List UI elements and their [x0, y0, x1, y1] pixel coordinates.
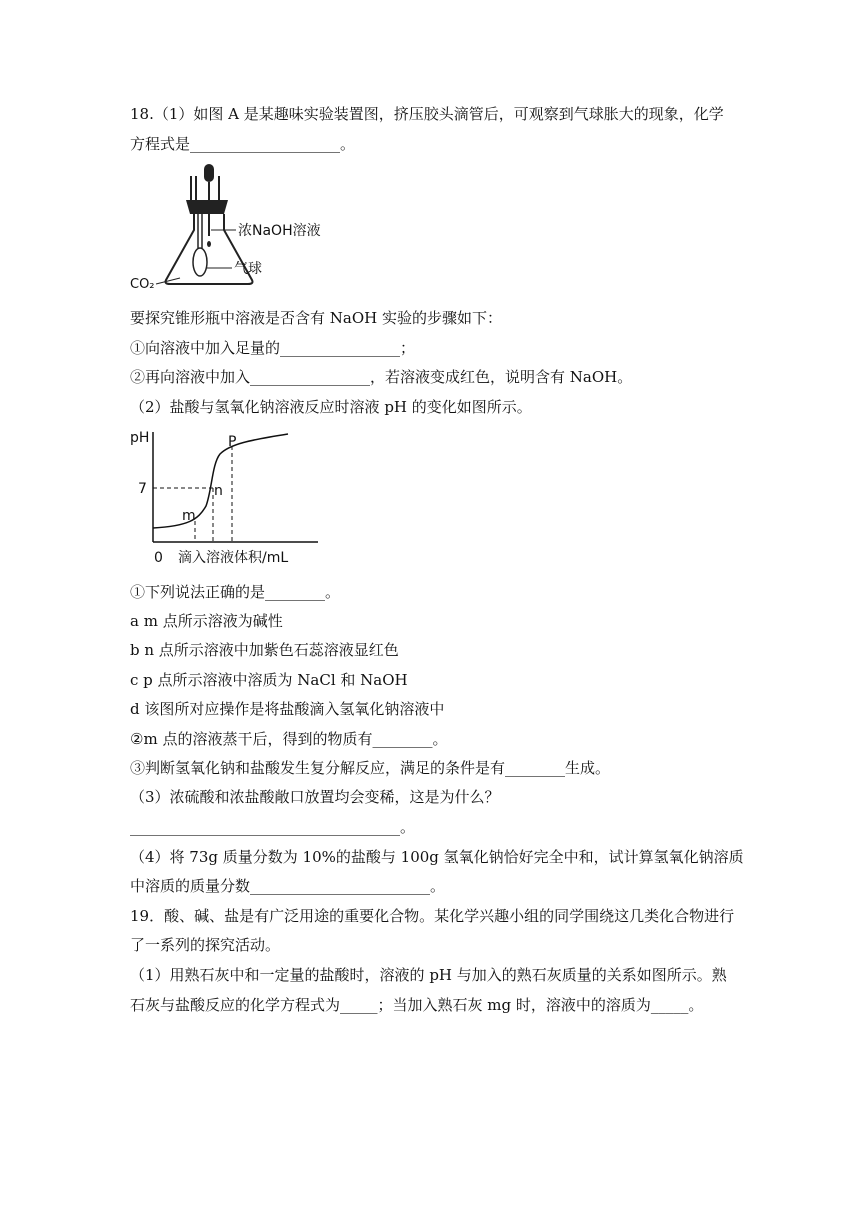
- option-a: a m 点所示溶液为碱性: [130, 612, 283, 630]
- q18-line-11: ____________________________________。: [130, 818, 416, 836]
- q19-line-2: 了一系列的探究活动。: [130, 936, 281, 954]
- q18-line-10: （3）浓硫酸和浓盐酸敞口放置均会变稀，这是为什么？: [130, 788, 500, 806]
- label-point-p: P: [228, 434, 237, 450]
- q18-line-9: ③判断氢氧化钠和盐酸发生复分解反应，满足的条件是有________生成。: [130, 759, 611, 777]
- dropper-bulb: [204, 164, 214, 182]
- label-point-n: n: [214, 483, 223, 499]
- x-axis-label: 滴入溶液体积/mL: [178, 550, 289, 566]
- q18-line-4: ①向溶液中加入足量的________________；: [130, 339, 416, 357]
- label-co2: CO₂: [130, 277, 155, 292]
- y-tick-7: 7: [138, 481, 147, 497]
- q18-line-1: 18.（1）如图 A 是某趣味实验装置图，挤压胶头滴管后，可观察到气球胀大的现象，化学: [130, 105, 724, 123]
- balloon: [193, 248, 207, 276]
- option-c: c p 点所示溶液中溶质为 NaCl 和 NaOH: [130, 671, 408, 689]
- q19-line-4: 石灰与盐酸反应的化学方程式为_____；当加入熟石灰 mg 时，溶液中的溶质为_____。: [130, 996, 704, 1014]
- q18-line-12: （4）将 73g 质量分数为 10%的盐酸与 100g 氢氧化钠恰好完全中和，试计算氢氧化钠溶质: [130, 848, 744, 866]
- figure-ph-curve: [128, 424, 328, 570]
- figure-a-flask-apparatus: [128, 160, 348, 295]
- option-d: d 该图所对应操作是将盐酸滴入氢氧化钠溶液中: [130, 700, 445, 718]
- q19-line-1: 19．酸、碱、盐是有广泛用途的重要化合物。某化学兴趣小组的同学围绕这几类化合物进行: [130, 907, 735, 925]
- q18-line-13: 中溶质的质量分数________________________。: [130, 877, 446, 895]
- stopper: [186, 200, 228, 214]
- ph-curve: [153, 434, 288, 528]
- q18-line-5: ②再向溶液中加入________________，若溶液变成红色，说明含有 NaOH。: [130, 368, 633, 386]
- q19-line-3: （1）用熟石灰中和一定量的盐酸时，溶液的 pH 与加入的熟石灰质量的关系如图所示。熟: [130, 966, 727, 984]
- option-b: b n 点所示溶液中加紫色石蕊溶液显红色: [130, 641, 399, 659]
- q18-line-6: （2）盐酸与氢氧化钠溶液反应时溶液 pH 的变化如图所示。: [130, 398, 532, 416]
- q18-line-8: ②m 点的溶液蒸干后，得到的物质有________。: [130, 730, 448, 748]
- label-point-m: m: [182, 508, 196, 524]
- q18-line-2: 方程式是____________________。: [130, 135, 356, 153]
- label-naoh-solution: 浓NaOH溶液: [238, 223, 321, 239]
- q18-line-7: ①下列说法正确的是________。: [130, 583, 341, 601]
- origin-label: 0: [154, 550, 163, 566]
- q18-line-3: 要探究锥形瓶中溶液是否含有 NaOH 实验的步骤如下：: [130, 309, 502, 327]
- label-balloon: 气球: [234, 261, 262, 277]
- y-axis-label: pH: [130, 430, 150, 446]
